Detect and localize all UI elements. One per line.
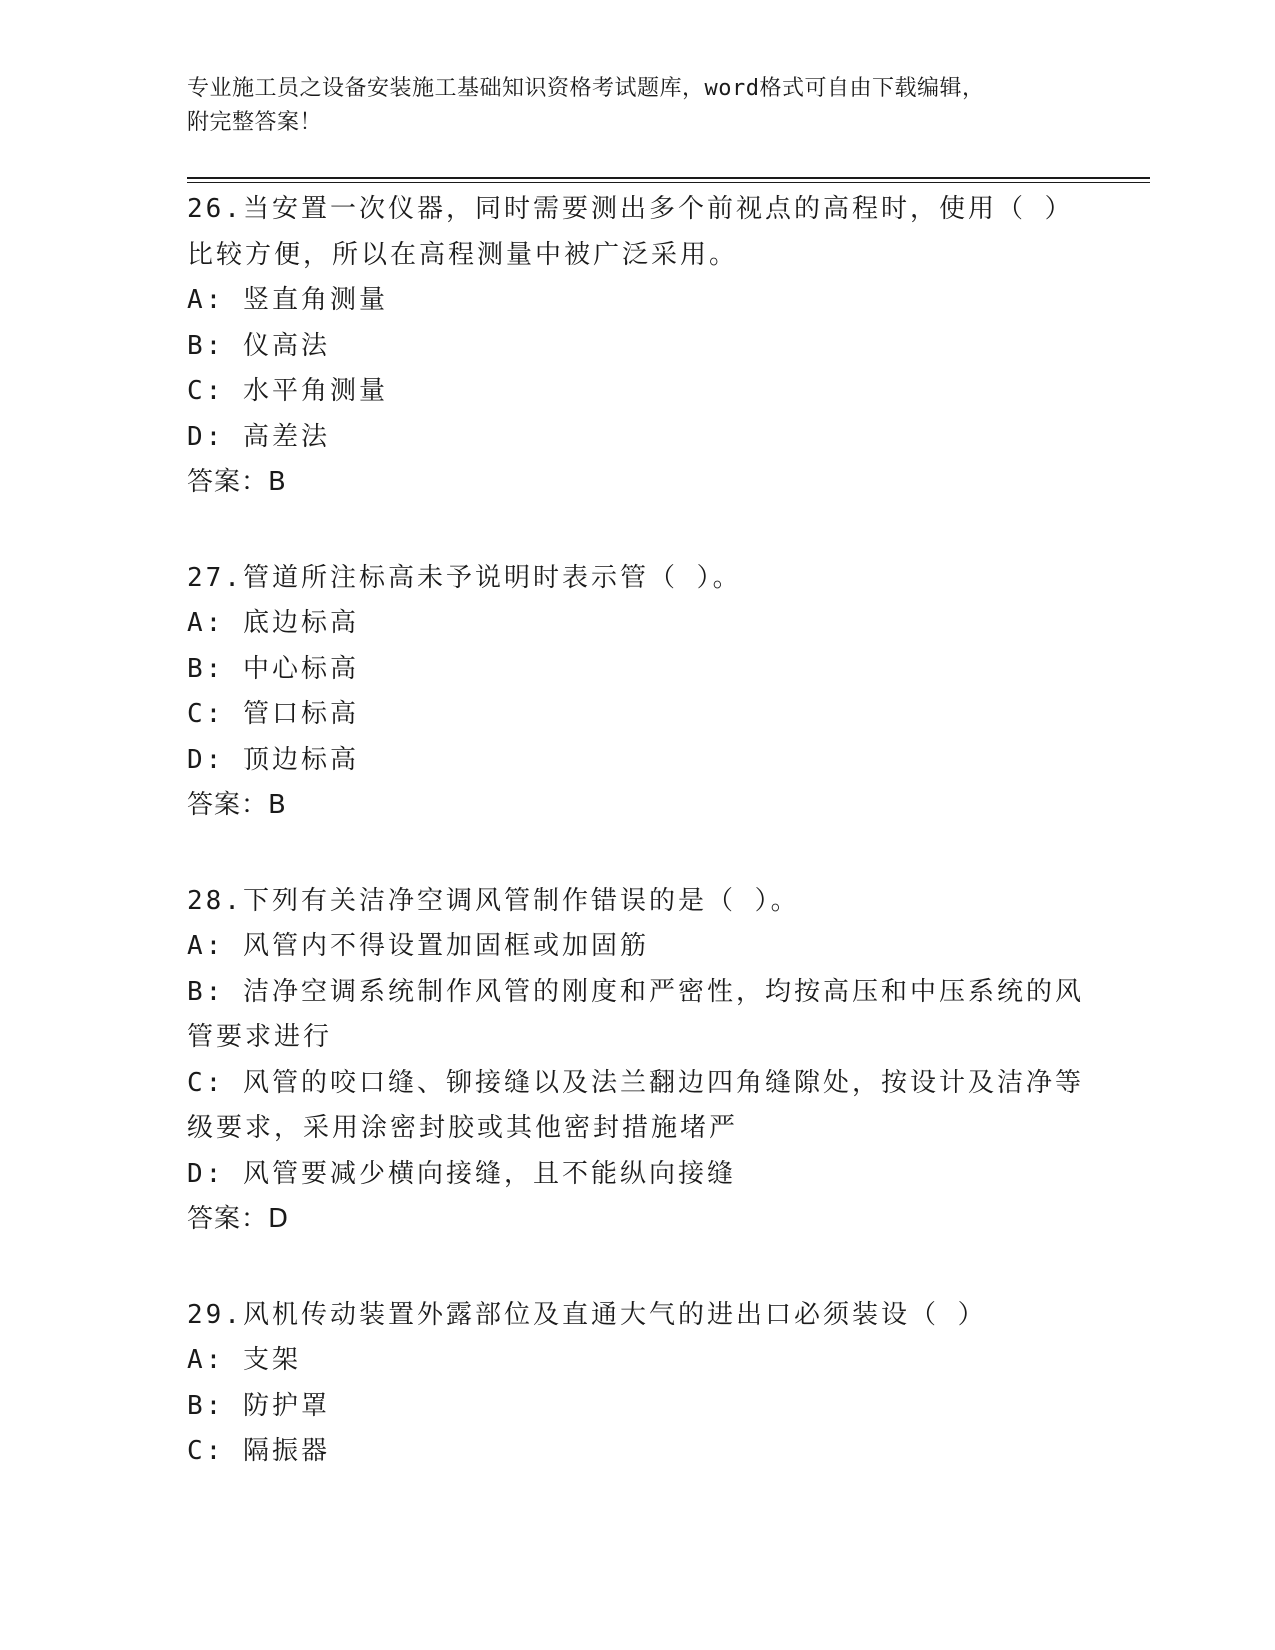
question-text: 26.当安置一次仪器，同时需要测出多个前视点的高程时，使用（ ）	[187, 194, 1074, 224]
question-text: 27.管道所注标高未予说明时表示管（ ）。	[187, 562, 742, 593]
answer-option: A: 支架	[187, 1345, 301, 1375]
question-list	[187, 187, 1087, 1525]
answer-option: C: 隔振器	[187, 1436, 330, 1466]
answer-option: A: 底边标高	[187, 608, 359, 638]
header-line: 专业施工员之设备安装施工基础知识资格考试题库，word格式可自由下载编辑，	[187, 76, 985, 101]
question-block	[187, 879, 1087, 1243]
answer-option: B: 中心标高	[187, 653, 359, 684]
answer-key: 答案：D	[187, 1204, 290, 1234]
answer-option: B: 防护罩	[187, 1390, 330, 1421]
answer-key: 答案：B	[187, 790, 287, 820]
answer-option: C: 管口标高	[187, 699, 359, 729]
answer-option: B: 仪高法	[187, 330, 330, 361]
header-line: 附完整答案！	[187, 110, 323, 135]
answer-key: 答案：B	[187, 467, 287, 497]
document-header	[187, 72, 1067, 140]
answer-option: A: 竖直角测量	[187, 285, 388, 315]
question-block	[187, 1293, 1087, 1475]
question-block	[187, 556, 1087, 829]
answer-option: B: 洁净空调系统制作风管的刚度和严密性，均按高压和中压系统的风	[187, 976, 1084, 1007]
header-divider-thin	[187, 182, 1150, 183]
answer-option: D: 高差法	[187, 421, 330, 452]
answer-option: 级要求，采用涂密封胶或其他密封措施堵严	[187, 1113, 739, 1143]
answer-option: D: 顶边标高	[187, 744, 359, 775]
answer-option: C: 水平角测量	[187, 376, 388, 406]
answer-option: C: 风管的咬口缝、铆接缝以及法兰翻边四角缝隙处，按设计及洁净等	[187, 1067, 1084, 1098]
question-block	[187, 187, 1087, 506]
question-text: 比较方便，所以在高程测量中被广泛采用。	[187, 239, 739, 270]
question-text: 28.下列有关洁净空调风管制作错误的是（ ）。	[187, 885, 800, 916]
answer-option: A: 风管内不得设置加固框或加固筋	[187, 931, 649, 961]
question-text: 29.风机传动装置外露部位及直通大气的进出口必须装设（ ）	[187, 1299, 987, 1330]
answer-option: 管要求进行	[187, 1022, 333, 1052]
header-divider-thick	[187, 177, 1150, 179]
answer-option: D: 风管要减少横向接缝，且不能纵向接缝	[187, 1158, 736, 1189]
